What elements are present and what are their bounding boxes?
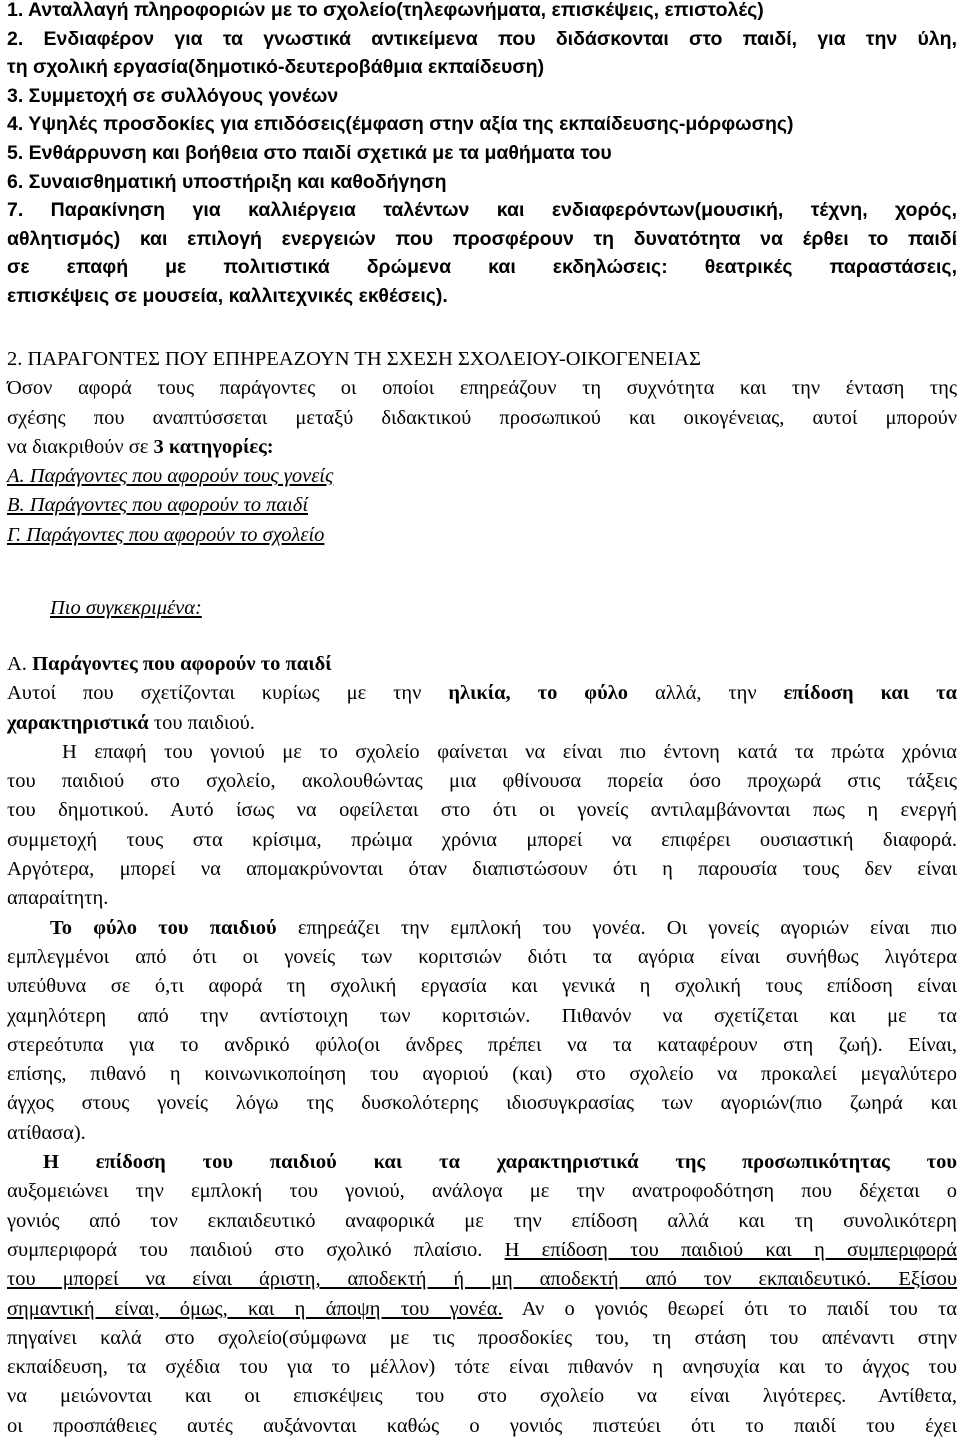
performance-line-10: οι προσπάθειες αυτές αυξάνονται καθώς ο γονιός πιστεύει ότι το παιδί του έχει [7,1414,957,1437]
list-item-7-l3: σε επαφή με πολιτιστικά δρώμενα και εκδηλώσεις: θεατρικές παραστάσεις, [7,256,957,279]
gender-line-8: ατίθασα). [7,1121,86,1144]
intro-line-2: σχέσης που αναπτύσσεται μεταξύ διδακτικού προσωπικού και οικογένειας, αυτοί μπορούν [7,406,957,429]
text-run: Αν ο γονιός θεωρεί ότι το παιδί του τα [502,1297,957,1320]
category-a: Α. Παράγοντες που αφορούν τους γονείς [7,465,334,488]
gender-line-3: υπεύθυνα σε ό,τι αφορά τη σχολική εργασία και γενικά η σχολική τους επίδοση είναι [7,975,957,998]
text-run: του παιδιού. [148,711,255,734]
gender-line-2: εμπλεγμένοι από ότι οι γονείς των κοριτσιών διότι τα αγόρια είναι συνήθως λιγότερα [7,945,957,968]
section-2 [7,345,957,550]
contact-line-1: Η επαφή του γονιού με το σχολείο φαίνεται να είναι πιο έντονη κατά τα πρώτα χρόνια [62,740,957,763]
bold-characteristics: χαρακτηριστικά [7,711,149,734]
subsection-a-heading: Παράγοντες που αφορούν το παιδί [32,653,332,675]
contact-line-5: Αργότερα, μπορεί να απομακρύνονται όταν διαπιστώσουν ότι η παρουσία τους δεν είναι [7,858,957,881]
contact-line-3: του δημοτικού. Αυτό ίσως να οφείλεται στο ότι οι γονείς αντιλαμβάνονται πως η ενεργή [7,799,957,822]
gender-line-4: χαμηλότερη από την αντίστοιχη των κοριτσιών. Πιθανόν να σχετίζεται και με τα [7,1004,957,1027]
list-item-7-l2: αθλητισμός) και επιλογή ενεργειών που προσφέρουν τη δυνατότητα να έρθει το παιδί [7,227,957,250]
text-run: αλλά, την [628,682,784,705]
intro-categories-count: 3 κατηγορίες: [153,435,274,458]
subsection-a [7,650,957,1441]
subsection-a-prefix: Α. [7,653,33,675]
intro-line-1: Όσον αφορά τους παράγοντες οι οποίοι επηρεάζουν τη συχνότητα και την ένταση της [7,377,957,400]
contact-line-6: απαραίτητη. [7,887,109,910]
gender-line-6: επίσης, πιθανό η κοινωνικοποίηση του αγοριού (και) στο σχολείο να προκαλεί μεγαλύτερο [7,1063,957,1086]
bold-performance: επίδοση και τα [783,682,957,705]
gender-line-5: στερεότυπα για το ανδρικό φύλο(οι άνδρες πρέπει να τα καταφέρουν στη ζωή). Είναι, [7,1033,957,1056]
list-item-7-l4: επισκέψεις σε μουσεία, καλλιτεχνικές εκθέσεις). [7,284,448,307]
underlined-text: Η επίδοση του παιδιού και η συμπεριφορά [504,1238,957,1261]
performance-heading-line: Η επίδοση του παιδιού και τα χαρακτηριστικά της προσωπικότητας του [43,1151,957,1174]
list-item-2: 2. Ενδιαφέρον για τα γνωστικά αντικείμενα που διδάσκονται στο παιδί, για την ύλη, [7,27,957,50]
performance-line-7: πηγαίνει καλά στο σχολείο(σύμφωνα με τις προσδοκίες του, τη στάση του απέναντι στην [7,1326,957,1349]
intro-line-3-text: να διακριθούν σε [7,435,154,458]
subsection-a-line-2 [7,709,957,738]
list-item-2-cont: τη σχολική εργασία(δημοτικό-δευτεροβάθμια εκπαίδευση) [7,56,545,79]
performance-line-3: γονιός από τον εκπαιδευτικό αναφορικά με την επίδοση αλλά και τη συνολικότερη [7,1209,957,1232]
gender-line-7: άγχος στους γονείς λόγω της δυσκολότερης ιδιοσυγκρασίας των αγοριών(πιο ζωηρά και [7,1092,957,1115]
text-run: επηρεάζει την εμπλοκή του γονέα. Οι γονείς αγοριών είναι πιο [276,916,958,939]
performance-line-4 [7,1236,957,1265]
list-item-7: 7. Παρακίνηση για καλλιέργεια ταλέντων και ενδιαφερόντων(μουσική, τέχνη, χορός, [7,199,957,222]
underlined-text: σημαντική είναι, όμως, και η άποψη του γονέα. [7,1297,503,1320]
list-item-3: 3. Συμμετοχή σε συλλόγους γονέων [7,84,339,107]
performance-line-5: του μπορεί να είναι άριστη, αποδεκτή ή μη αποδεκτή από τον εκπαιδευτικό. Εξίσου [7,1268,957,1291]
subsection-a-line-1 [7,679,957,708]
intro-line-3 [7,433,957,462]
performance-line-6 [7,1295,957,1324]
bold-age-gender: ηλικία, το φύλο [448,682,629,705]
specifically-text: Πιο συγκεκριμένα: [50,597,202,619]
subsection-a-title [7,650,957,679]
category-b: Β. Παράγοντες που αφορούν το παιδί [7,494,309,517]
category-c: Γ. Παράγοντες που αφορούν το σχολείο [7,523,325,546]
section-heading: 2. ΠΑΡΑΓΟΝΤΕΣ ΠΟΥ ΕΠΗΡΕΑΖΟΥΝ ΤΗ ΣΧΕΣΗ ΣΧΟΛΕΙΟΥ-ΟΙΚΟΓΕΝΕΙΑΣ [7,348,701,370]
text-run: συμπεριφορά του παιδιού στο σχολικό πλαίσιο. [7,1238,505,1261]
contact-line-4: συμμετοχή τους στα κρίσιμα, πρώιμα χρόνια μπορεί να επιφέρει ουσιαστική διαφορά. [7,828,957,851]
performance-line-8: εκπαίδευση, τα σχέδια του για το μέλλον) τότε είναι πιθανόν η ανησυχία και το άγχος του [7,1356,957,1379]
performance-line-2: αυξομειώνει την εμπλοκή του γονιού, ανάλογα με την ανατροφοδότηση που δέχεται ο [7,1180,957,1203]
list-item-4: 4. Υψηλές προσδοκίες για επιδόσεις(έμφαση στην αξία της εκπαίδευσης-μόρφωσης) [7,113,794,136]
gender-line-1 [7,914,957,943]
performance-line-9: να μειώνονται και οι επισκέψεις του στο σχολείο να είναι λιγότερες. Αντίθετα, [7,1385,957,1408]
list-item-1: 1. Ανταλλαγή πληροφοριών με το σχολείο(τηλεφωνήματα, επισκέψεις, επιστολές) [7,0,764,21]
specifically-label [50,594,202,623]
bold-child-gender: Το φύλο του παιδιού [50,916,277,939]
text-run: Αυτοί που σχετίζονται κυρίως με την [7,682,449,705]
list-item-5: 5. Ενθάρρυνση και βοήθεια στο παιδί σχετικά με τα μαθήματα του [7,141,612,164]
contact-line-2: του παιδιού στο σχολείο, ακολουθώντας μια φθίνουσα πορεία όσο προχωρά στις τάξεις [7,770,957,793]
list-item-6: 6. Συναισθηματική υποστήριξη και καθοδήγηση [7,170,447,193]
involvement-list [7,0,957,311]
